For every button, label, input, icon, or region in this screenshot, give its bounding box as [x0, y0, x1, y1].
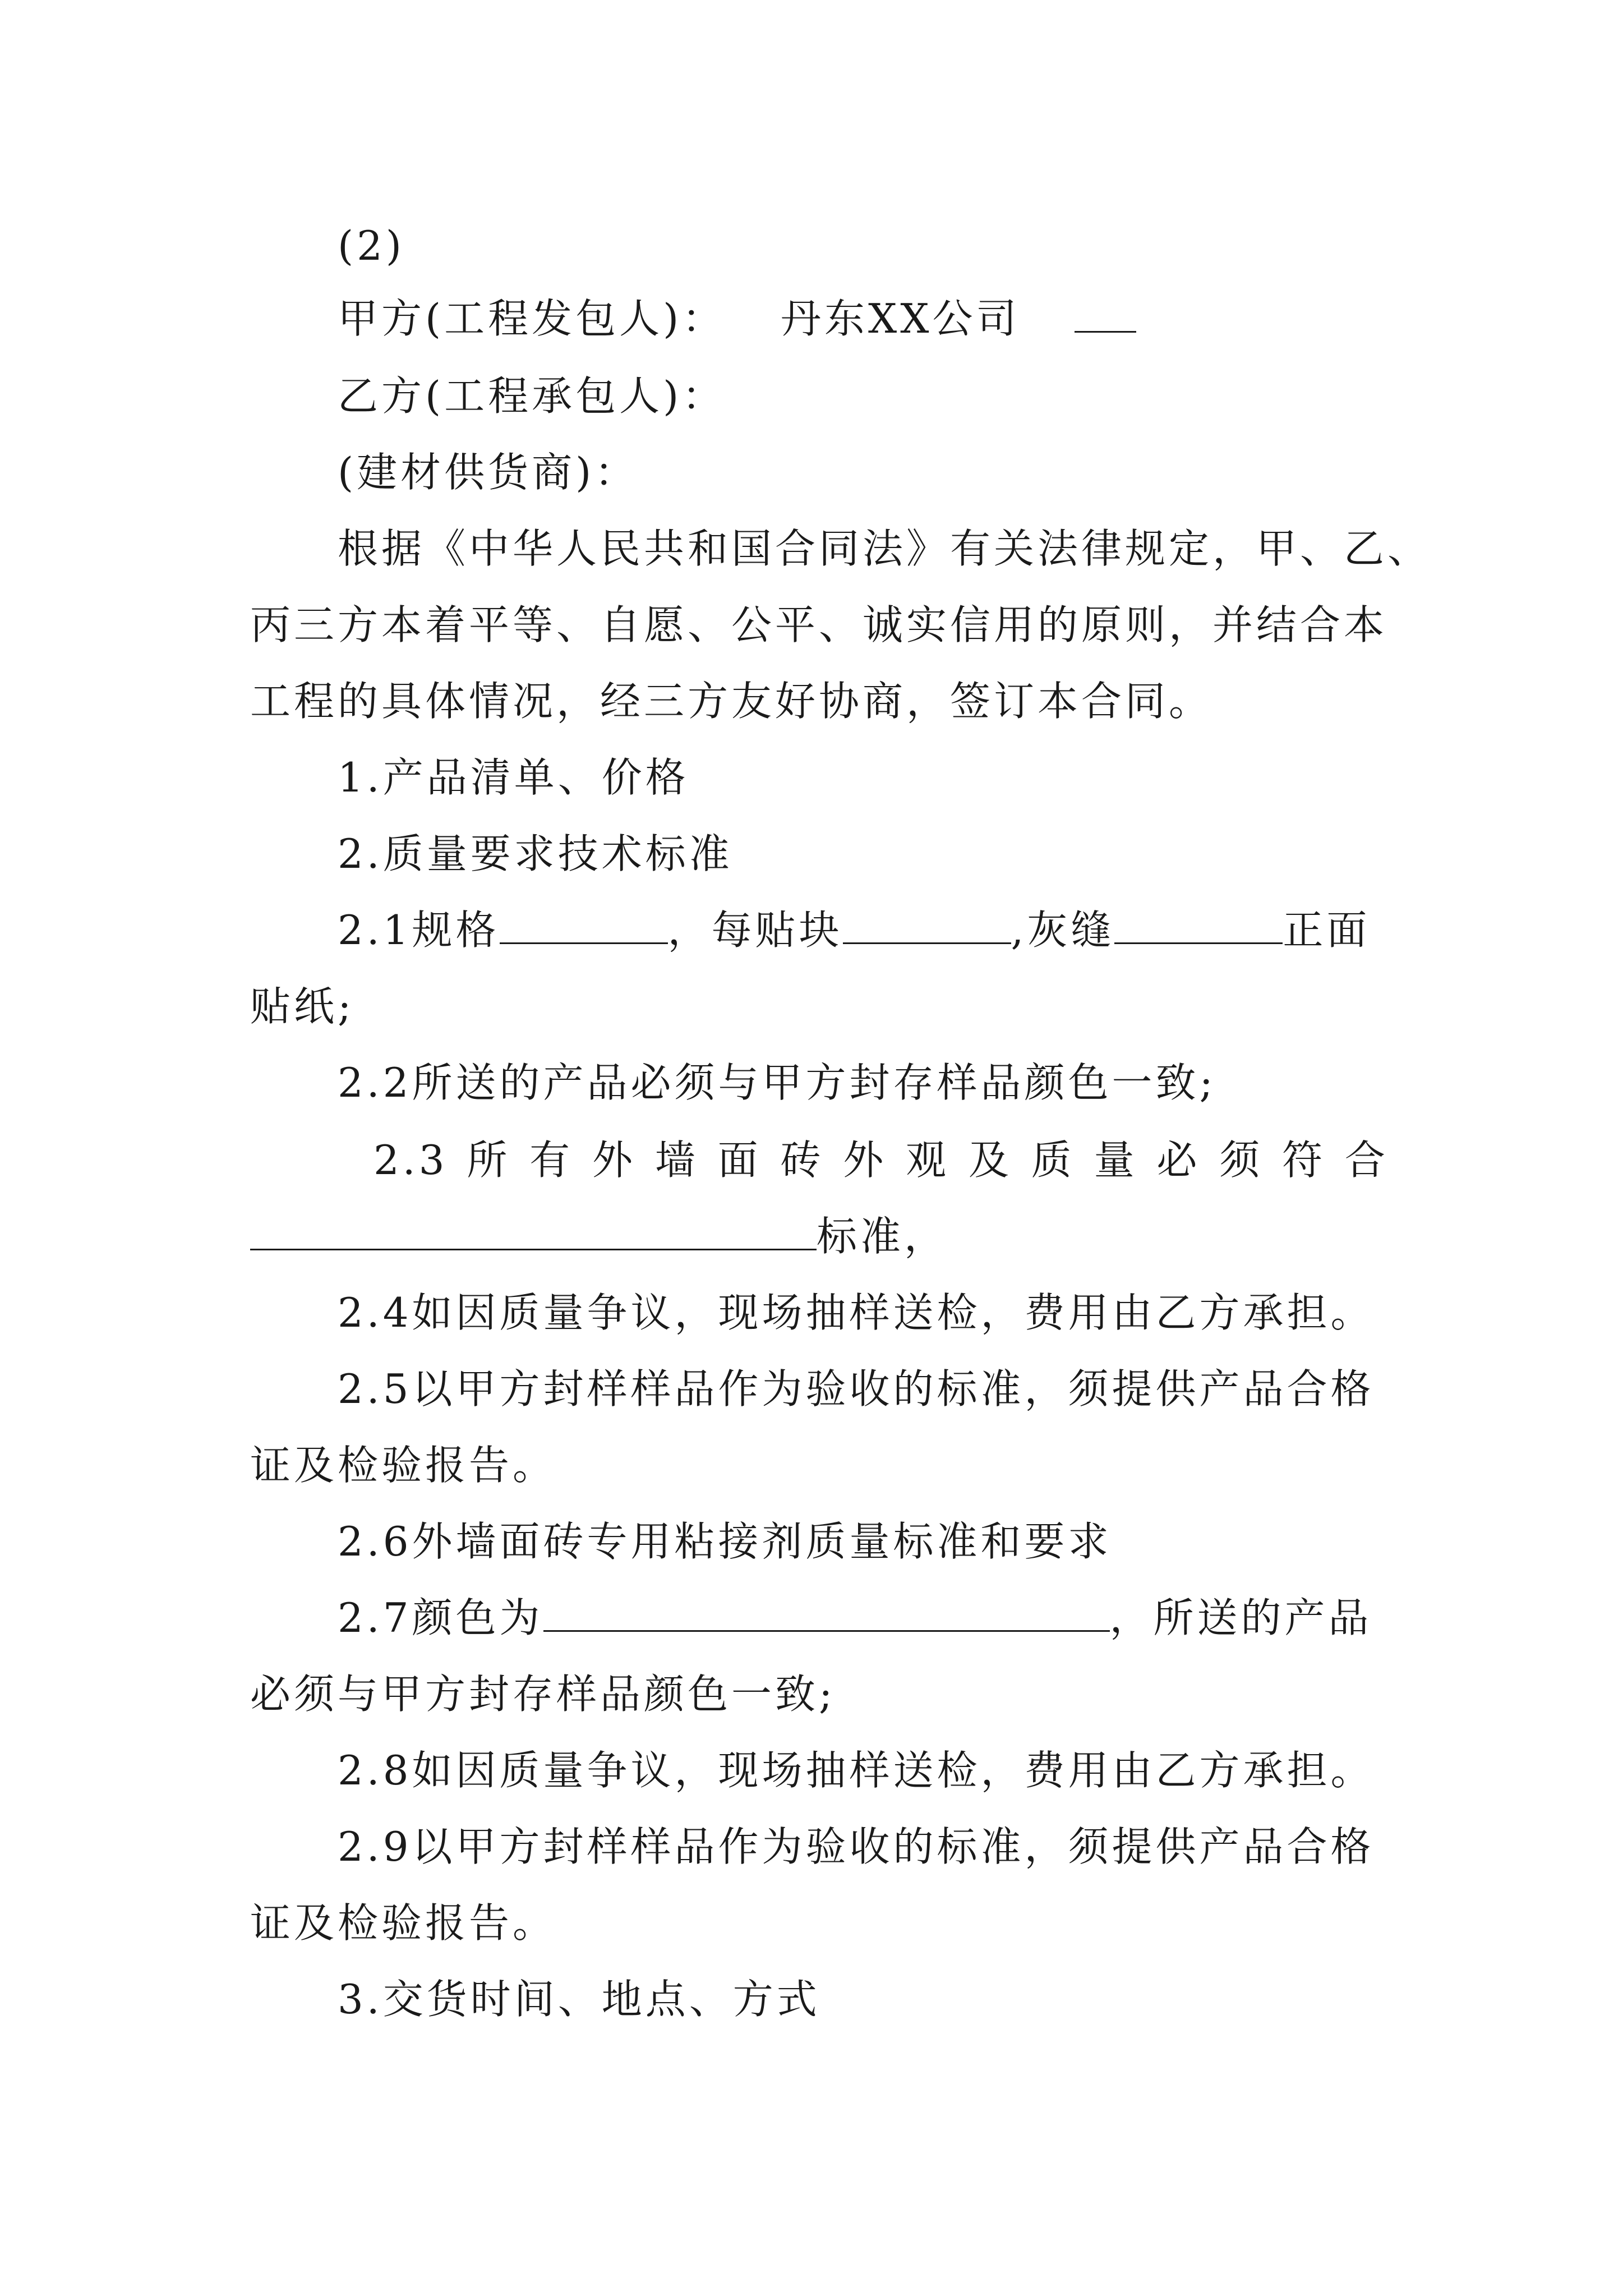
- clause-2-3-word: 观: [906, 1137, 950, 1184]
- clause-2: 2.质量要求技术标准: [338, 830, 733, 877]
- clause-2-9-line-2: 证及检验报告。: [250, 1899, 557, 1947]
- clause-2-3-word: 必: [1156, 1137, 1201, 1184]
- clause-2-3-word: 所: [467, 1137, 511, 1184]
- clause-2-2: 2.2所送的产品必须与甲方封存样品颜色一致;: [338, 1059, 1216, 1106]
- clause-2-1-line: [338, 902, 1389, 958]
- party-a-label: 甲方(工程发包人)：: [338, 295, 726, 342]
- clause-2-3-continuation: [250, 1208, 1389, 1264]
- color-blank: [543, 1591, 1110, 1632]
- clause-2-3-word: 2.3: [374, 1137, 448, 1184]
- clause-2-3-word: 量: [1094, 1137, 1138, 1184]
- clause-2-7-tail: ，所送的产品: [1109, 1594, 1372, 1641]
- clause-2-3-word: 及: [968, 1137, 1012, 1184]
- party-a-value: 丹东XX公司: [780, 295, 1020, 342]
- clause-2-9-line-1: 2.9以甲方封样样品作为验收的标准，须提供产品合格: [338, 1823, 1375, 1870]
- clause-2-3-line: [374, 1132, 1389, 1188]
- party-a-blank: [1075, 292, 1136, 333]
- clause-2-1-joint-label: ,灰缝: [1011, 907, 1115, 954]
- clause-2-3-word: 面: [717, 1137, 762, 1184]
- clause-2-1-spec-label: 2.1规格: [338, 907, 500, 954]
- clause-2-5-line-2: 证及检验报告。: [250, 1442, 557, 1489]
- joint-blank: [1114, 903, 1283, 944]
- clause-2-7-line: [338, 1590, 1389, 1646]
- clause-2-7-continuation: 必须与甲方封存样品颜色一致;: [250, 1671, 836, 1718]
- party-a-line: [338, 291, 1389, 347]
- preamble-line-1: 根据《中华人民共和国合同法》有关法律规定，甲、乙、: [338, 525, 1432, 572]
- clause-2-3-tail: 标准，: [817, 1213, 948, 1260]
- clause-2-3-word: 外: [592, 1137, 636, 1184]
- clause-2-3-word: 须: [1219, 1137, 1264, 1184]
- clause-2-3-word: 有: [529, 1137, 574, 1184]
- clause-2-3-word: 砖: [780, 1137, 824, 1184]
- clause-2-3-word: 外: [843, 1137, 887, 1184]
- clause-2-3-word: 墙: [654, 1137, 699, 1184]
- clause-2-3-word: 合: [1344, 1137, 1389, 1184]
- preamble-line-2: 丙三方本着平等、自愿、公平、诚实信用的原则，并结合本: [250, 601, 1388, 648]
- clause-2-3-word: 符: [1282, 1137, 1326, 1184]
- clause-2-8: 2.8如因质量争议，现场抽样送检，费用由乙方承担。: [338, 1747, 1375, 1794]
- clause-2-7-color-label: 2.7颜色为: [338, 1594, 543, 1641]
- clause-2-4: 2.4如因质量争议，现场抽样送检，费用由乙方承担。: [338, 1289, 1375, 1336]
- clause-2-1-per-block-label: ，每贴块: [667, 907, 843, 954]
- per-block-blank: [843, 903, 1011, 944]
- clause-2-1-continuation: 贴纸;: [250, 983, 355, 1030]
- clause-1: 1.产品清单、价格: [338, 754, 689, 801]
- clause-2-1-front-label: 正面: [1283, 907, 1371, 954]
- clause-3: 3.交货时间、地点、方式: [338, 1976, 820, 2023]
- spec-blank: [500, 903, 668, 944]
- party-b-line: 乙方(工程承包人)：: [338, 372, 726, 420]
- standard-blank: [250, 1209, 817, 1250]
- clause-2-3-word: 质: [1031, 1137, 1075, 1184]
- clause-2-5-line-1: 2.5以甲方封样样品作为验收的标准，须提供产品合格: [338, 1365, 1375, 1412]
- clause-2-6: 2.6外墙面砖专用粘接剂质量标准和要求: [338, 1518, 1112, 1565]
- party-c-line: (建材供货商)：: [338, 449, 639, 496]
- preamble-line-3: 工程的具体情况，经三方友好协商，签订本合同。: [250, 678, 1213, 725]
- section-number: (2): [338, 222, 405, 269]
